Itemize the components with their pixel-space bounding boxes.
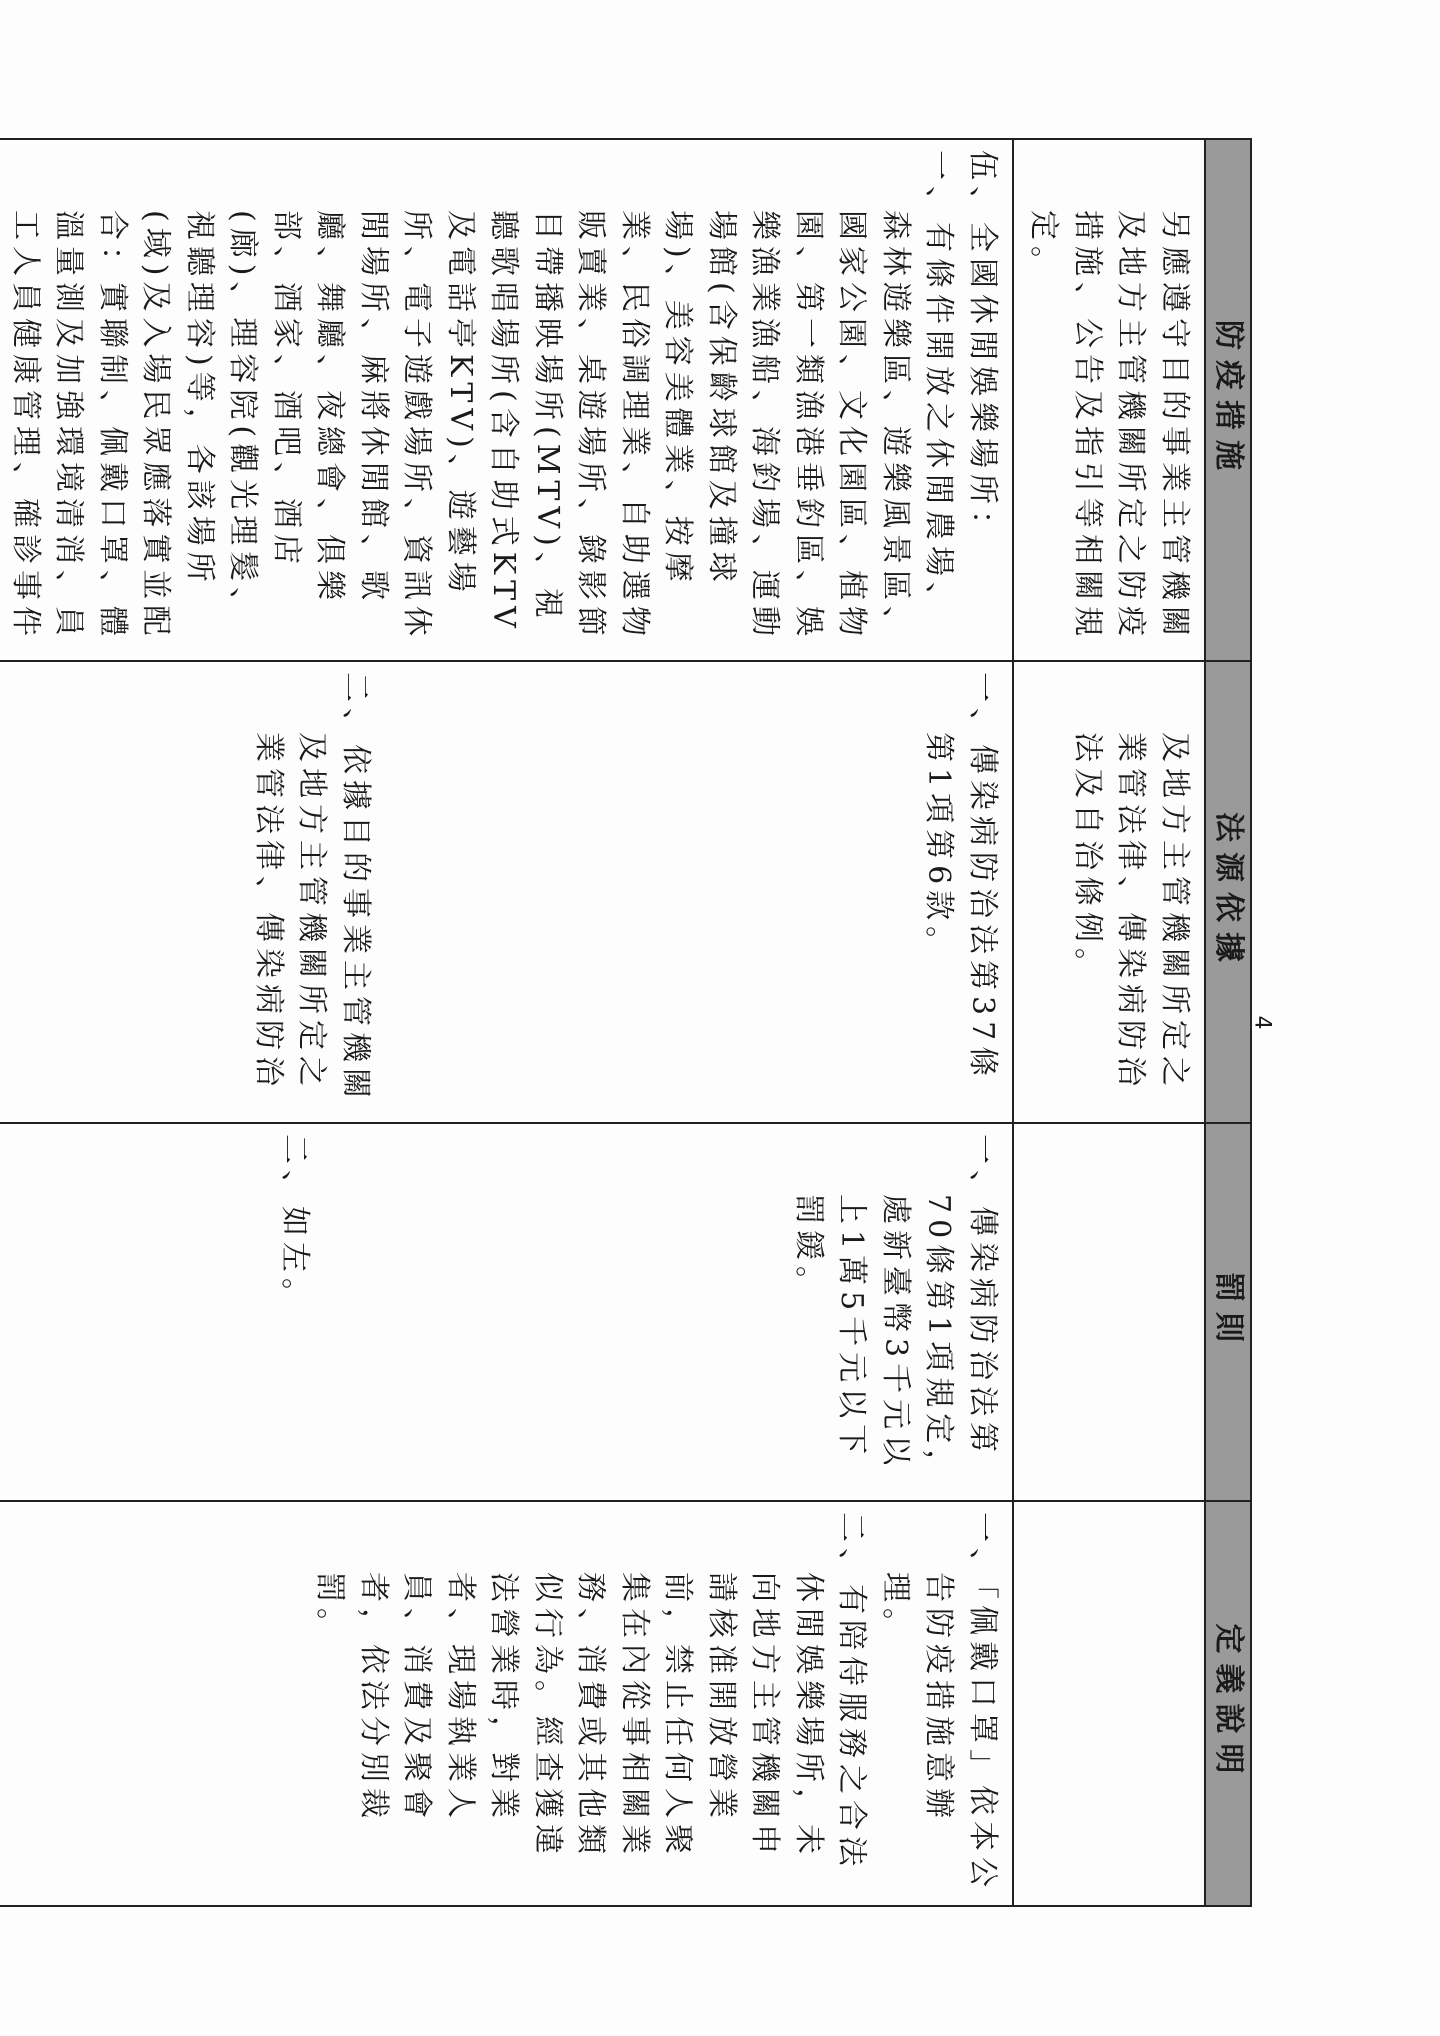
section-heading: 伍、全國休閒娛樂場所：: [965, 150, 1000, 546]
header-row: [1205, 139, 1251, 1906]
page-number: 4: [1249, 1015, 1275, 1030]
measures-item-1: 一、有條件開放之休閒農場、森林遊樂區、遊樂風景區、國家公園、文化園區、植物園、第一類漁港垂釣區、娛樂漁業漁船、海釣場、運動場館(含保齡球館及撞球場)、美容美體業、按摩業、民俗調理業、自助選物販賣業、桌遊場所、錄影節目帶播映場所(MTV)、視聽歌唱場所(含自助式KTV及電話亭KTV)、遊藝場所、電子遊戲場所、資訊休閒場所、麻將休閒館、歌廳、舞廳、夜總會、俱樂部、酒家、酒吧、酒店(廊)、理容院(觀光理髮、視聽理容)等，各該場所(域)及入場民眾應落實並配合：實聯制、佩戴口罩、體溫量測及加強環境清消、員工人員健康管理、確診事件: [8, 150, 957, 642]
cell-definition: [0, 1501, 1013, 1906]
rotated-table-frame: [8, 138, 1252, 1905]
table-row: [1013, 139, 1205, 1906]
table-row: [0, 139, 1013, 1906]
cell-measures: [0, 139, 1013, 661]
header-measures: 防疫措施: [1205, 139, 1251, 661]
legal-continuation: 及地方主管機關所定之業管法律、傳染病防治法及自治條例。: [1070, 732, 1192, 1092]
cell-penalty: [1013, 1123, 1205, 1501]
definition-item-1: 一、「佩戴口罩」依本公告防疫措施意辦理。: [878, 1512, 1000, 1893]
definition-item-2: 二、有陪侍服務之合法休閒娛樂場所，未向地方主管機關申請核准開放營業前，禁止任何人聚集在內從事相關業務、消費或其他類似行為。經查獲違法營業時，對業者、現場執業人員、消費及聚會者，依法分別裁罰。: [312, 1512, 870, 1872]
measures-continuation: 另應遵守目的事業主管機關及地方主管機關所定之防疫措施、公告及指引等相關規定。: [1026, 210, 1192, 642]
cell-definition: [1013, 1501, 1205, 1906]
cell-legal-basis: [0, 661, 1013, 1123]
legal-item-1: 一、傳染病防治法第37條第1項第6款。: [921, 672, 1000, 1083]
header-legal-basis: 法源依據: [1205, 661, 1251, 1123]
legal-item-2: 二、依據目的事業主管機關及地方主管機關所定之業管法律、傳染病防治: [251, 672, 373, 1104]
penalty-item-1: 一、傳染病防治法第70條第1項規定，處新臺幣3千元以上1萬5千元以下罰鍰。: [791, 1134, 1000, 1486]
cell-measures: [1013, 139, 1205, 661]
header-penalty: 罰則: [1205, 1123, 1251, 1501]
header-definition: 定義說明: [1205, 1501, 1251, 1906]
landscape-content: [8, 138, 1252, 1905]
penalty-item-2: 二、如左。: [277, 1134, 313, 1314]
regulation-table: [0, 138, 1252, 1907]
cell-legal-basis: [1013, 661, 1205, 1123]
cell-penalty: [0, 1123, 1013, 1501]
